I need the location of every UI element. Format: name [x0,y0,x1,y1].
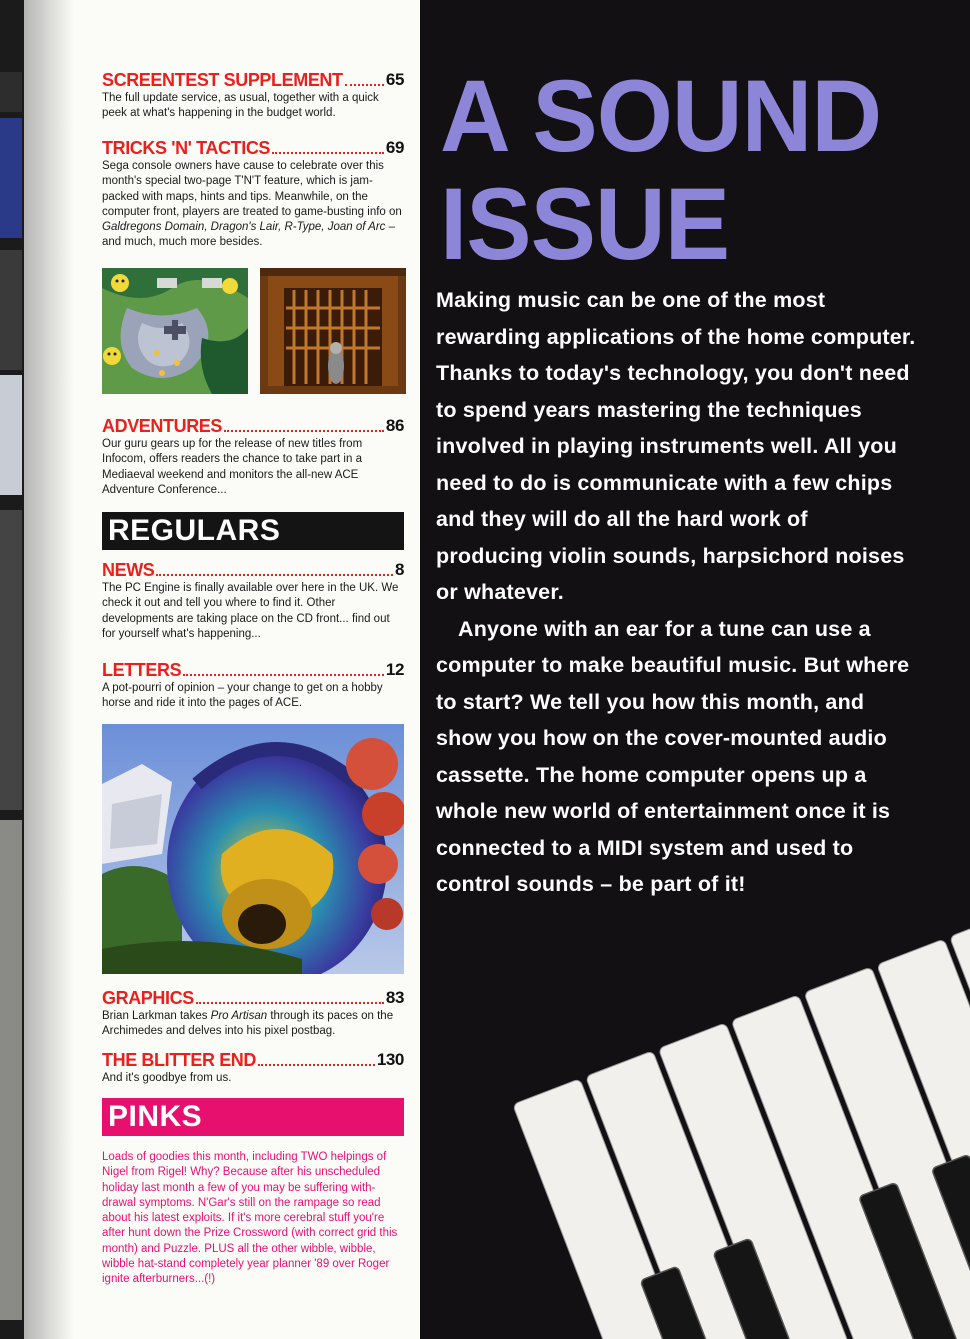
entry-page-number: 69 [385,138,404,157]
entry-description: The full update service, as usual, together with a quick peek at what's happening in the budget world. [102,92,379,120]
feature-title-line: A SOUND [440,59,882,173]
game-screenshot-shooter [102,268,248,394]
digital-artwork-image [102,724,404,974]
intro-paragraph: Making music can be one of the most rewarding applications of the home computer. Thanks to today's technology, you don't need to spend years mastering the techniques involved in playing instruments well. All you need to do is communicate with a few chips and they will do all the hard work of producing violin sounds, harpsichord noises or whatever. [436,288,916,604]
feature-title [440,59,882,281]
entry-screentest[interactable] [102,70,404,122]
entry-page-number: 130 [376,1050,404,1069]
section-header-pinks: PINKS [102,1098,404,1136]
entry-heading [102,660,404,680]
entry-heading [102,560,404,580]
entry-tricks-n-tactics[interactable] [102,138,404,251]
feature-intro-text [436,282,916,903]
page-edge-fragment [0,510,22,810]
entry-page-number: 12 [385,660,404,679]
description-text: through its paces on the Archimedes and delves into his pixel postbag. [102,1010,394,1038]
description-text: – and much, much more besides. [102,221,396,249]
entry-page-number: 65 [385,70,404,89]
entry-heading [102,1050,404,1070]
entry-heading [102,988,404,1008]
section-header-regulars: REGULARS [102,512,404,550]
piano-keys [513,855,970,1339]
page-gutter-shadow [24,0,74,1339]
leader-dots [272,152,384,154]
page-edge-fragment [0,118,22,238]
leader-dots [156,574,393,576]
page-edge-fragment [0,820,22,1320]
entry-heading [102,138,404,158]
description-text: Brian Larkman takes [102,1010,211,1022]
pinks-description: Loads of goodies this month, including TWO helpings of Nigel from Rigel! Why? Because after his unscheduled holiday last month a few of you may be suffering with-drawal symptoms. N'Gar's still on the rampage so read about his latest exploits. If it's more cerebral stuff you're after hunt down the Prize Crossword (with correct grid this month) and Puzzle. PLUS all the other wibble, wibble, wibble hat-stand completely year planner '89 over Roger ignite afterburners...(!) [102,1151,398,1286]
description-text: Sega console owners have cause to celebrate over this month's special two-page T'N'T feature, which is jam-packed with maps, hints and tips. Meanwhile, on the computer front, players are treated to game-busting info on [102,160,402,218]
entry-heading [102,70,404,90]
entry-title: THE BLITTER END [102,1050,256,1070]
entry-description: Our guru gears up for the release of new titles from Infocom, offers readers the chance to take part in a Mediaeval weekend and monitors the all-new ACE Adventure Conference... [102,438,363,496]
entry-letters[interactable] [102,660,404,712]
page-edge-fragment [0,375,22,495]
entry-title: ADVENTURES [102,416,223,436]
leader-dots [224,430,384,432]
page-edge-fragment [0,250,22,370]
entry-graphics[interactable] [102,988,404,1040]
page-edge-fragment [0,72,22,112]
feature-title-line: ISSUE [440,167,730,281]
entry-description [102,1009,404,1040]
entry-title: TRICKS 'N' TACTICS [102,138,271,158]
entry-description: And it's goodbye from us. [102,1072,232,1084]
entry-description [102,159,404,251]
entry-page-number: 83 [385,988,404,1007]
entry-adventures[interactable] [102,416,404,498]
leader-dots [196,1002,384,1004]
entry-description: A pot-pourri of opinion – your change to get on a hobby horse and ride it into the pages of ACE. [102,682,383,710]
entry-description: The PC Engine is finally available over here in the UK. We check it out and tell you where to find it. Other developments are taking place on the CD front... find out for yourself what's happening... [102,582,399,640]
page-edge-strip [0,0,24,1339]
entry-page-number: 86 [385,416,404,435]
entry-heading [102,416,404,436]
entry-title: SCREENTEST SUPPLEMENT [102,70,343,90]
game-list: Galdregons Domain, Dragon's Lair, R-Type, Joan of Arc [102,221,386,234]
leader-dots [258,1064,375,1066]
entry-blitter-end[interactable] [102,1050,404,1086]
game-screenshot-dungeon [260,268,406,394]
entry-news[interactable] [102,560,404,642]
entry-title: NEWS [102,560,155,580]
intro-paragraph: Anyone with an ear for a tune can use a computer to make beautiful music. But where to start? We tell you how this month, and show you how on the cover-mounted audio cassette. The home computer opens up a whole new world of entertainment once it is connected to a MIDI system and used to control sounds – be part of it! [436,616,910,896]
entry-title: LETTERS [102,660,182,680]
leader-dots [183,674,384,676]
leader-dots [345,84,384,86]
entry-title: GRAPHICS [102,988,194,1008]
product-name: Pro Artisan [210,1010,268,1022]
entry-page-number: 8 [394,560,404,579]
